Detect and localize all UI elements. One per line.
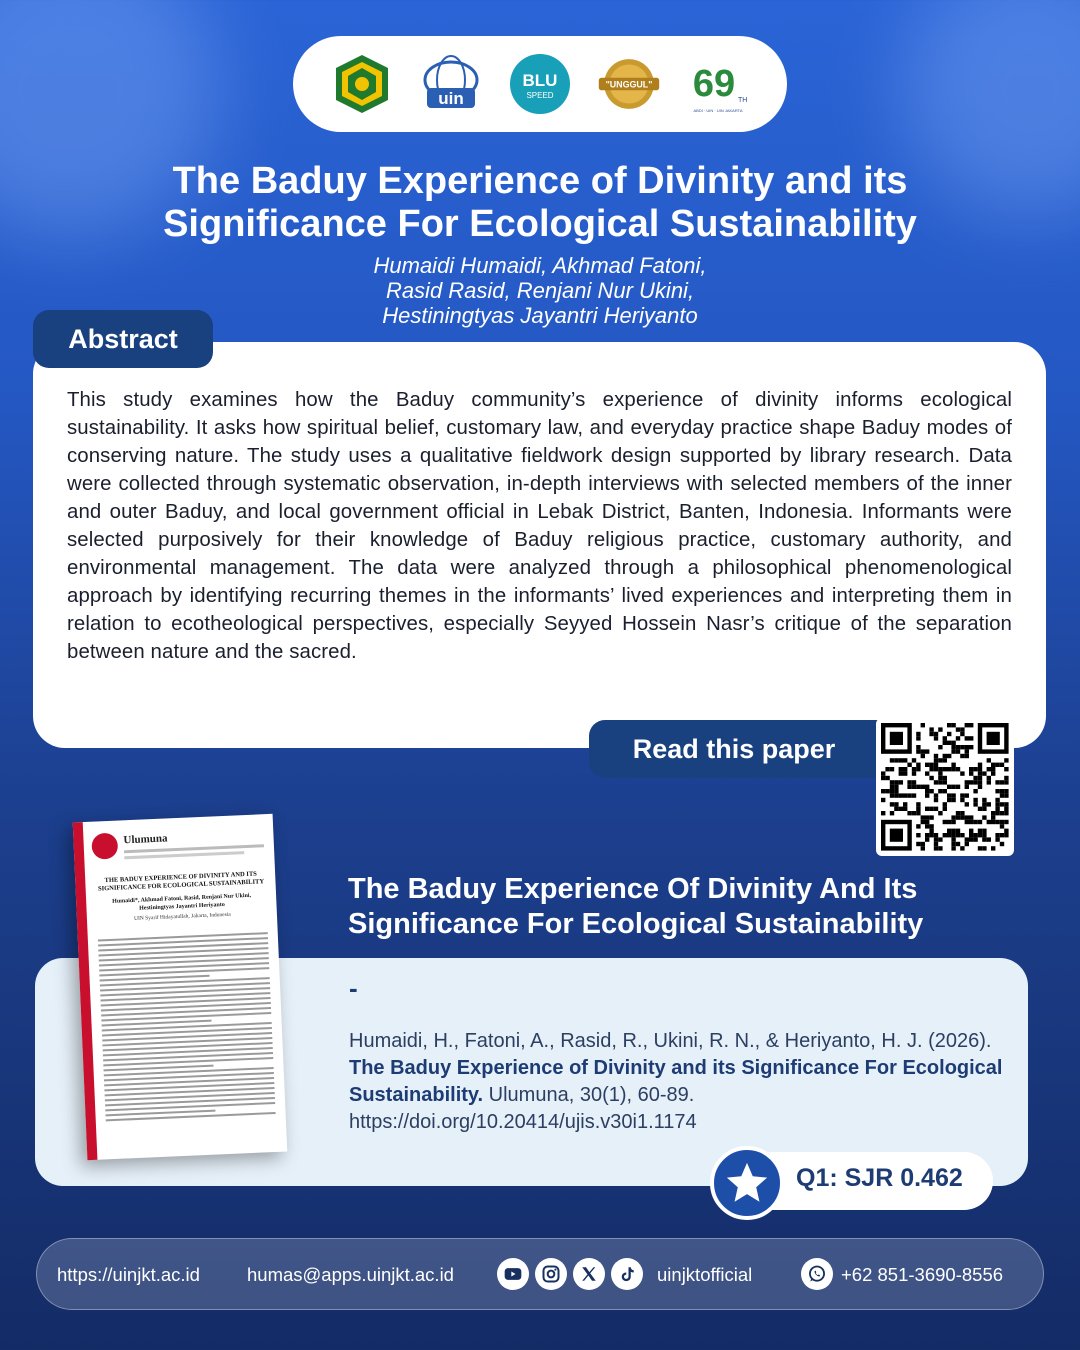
reference-title: The Baduy Experience Of Divinity And Its Significance For Ecological Sustainability [348, 873, 924, 940]
website-link[interactable]: https://uinjkt.ac.id [57, 1264, 200, 1285]
cover-affiliation: UIN Syarif Hidayatullah, Jakarta, Indonesia [133, 911, 231, 922]
author-line: Humaidi Humaidi, Akhmad Fatoni, [373, 253, 707, 278]
tiktok-icon[interactable] [611, 1258, 643, 1290]
page-title: The Baduy Experience of Divinity and its Significance For Ecological Sustainability [163, 160, 917, 245]
svg-text:BLU: BLU [522, 71, 558, 90]
instagram-icon[interactable] [535, 1258, 567, 1290]
phone-number[interactable]: +62 851-3690-8556 [841, 1264, 1004, 1285]
read-paper-button[interactable]: Read this paper [589, 720, 879, 778]
footer-bar [36, 1238, 1044, 1310]
uin-logo [419, 52, 483, 116]
social-handle[interactable]: uinjktofficial [657, 1264, 753, 1285]
youtube-icon[interactable] [497, 1258, 529, 1290]
qr-code-icon [876, 718, 1014, 856]
paper-cover-image [73, 814, 288, 1160]
svg-text:"UNGGUL": "UNGGUL" [605, 79, 653, 90]
qr-code[interactable] [876, 718, 1014, 856]
email-link[interactable]: humas@apps.uinjkt.ac.id [247, 1264, 454, 1285]
star-icon [724, 1160, 770, 1206]
cover-heading: THE BADUY EXPERIENCE OF DIVINITY AND ITS SIGNIFICANCE FOR ECOLOGICAL SUSTAINABILITY [97, 870, 265, 893]
svg-text:69: 69 [693, 63, 736, 105]
anniversary-69-logo [686, 52, 750, 116]
star-badge [710, 1146, 784, 1220]
abstract-text: This study examines how the Baduy community’s experience of divinity informs ecological sustainability. It asks how spiritual belief, customary law, and everyday practice shape Baduy modes of conserving nature. The study uses a qualitative fieldwork design supported by library research. Data were collected through systematic observation, in-depth interviews with selected members of the inner and outer Baduy, and local government official in Lebak District, Banten, Indonesia. Informants were selected purposively for their knowledge of Baduy religious practice, customary authority, and environmental management. The data were analyzed through a philosophical phenomenological approach by identifying recurring themes in the informants’ lived experiences and interpreting them in relation to ecotheological perspectives, especially Seyyed Hossein Nasr’s critique of the separation between nature and the sacred. [67, 389, 1012, 663]
citation-text [349, 1028, 1009, 1136]
svg-text:SPEED: SPEED [526, 91, 554, 100]
svg-text:uin: uin [438, 89, 464, 108]
logo-bar [293, 36, 787, 132]
blu-logo [508, 52, 572, 116]
citation-source[interactable]: Ulumuna, 30(1), 60-89. https://doi.org/10.20414/ujis.v30i1.1174 [349, 1084, 697, 1133]
citation-authors: Humaidi, H., Fatoni, A., Rasid, R., Ukini, R. N., & Heriyanto, H. J. (2026). [349, 1030, 992, 1052]
citation-title: The Baduy Experience of Divinity and its Significance For Ecological Sustainability. [349, 1057, 1003, 1106]
svg-text:ABDI · UIN · UIN JAKARTA: ABDI · UIN · UIN JAKARTA [693, 108, 743, 113]
x-twitter-icon[interactable] [573, 1258, 605, 1290]
author-line: Rasid Rasid, Renjani Nur Ukini, [385, 278, 695, 303]
author-list [200, 253, 880, 328]
ranking-badge-text: Q1: SJR 0.462 [796, 1164, 963, 1192]
separator-dash: - [349, 973, 358, 1003]
whatsapp-icon[interactable] [801, 1258, 833, 1290]
cover-journal: Ulumuna [123, 832, 168, 847]
abstract-label: Abstract [33, 310, 213, 368]
author-line: Hestiningtyas Jayantri Heriyanto [382, 303, 698, 328]
abstract-card [33, 342, 1046, 748]
cover-body-text [83, 814, 273, 822]
kemenag-logo [330, 52, 394, 116]
svg-text:TH: TH [738, 97, 748, 104]
journal-logo-icon [91, 833, 118, 860]
cover-authors: Humaidi*, Akhmad Fatoni, Rasid, Renjani Nur Ukini, Hestiningtyas Jayantri Heriyanto [112, 892, 252, 912]
unggul-logo [597, 52, 661, 116]
